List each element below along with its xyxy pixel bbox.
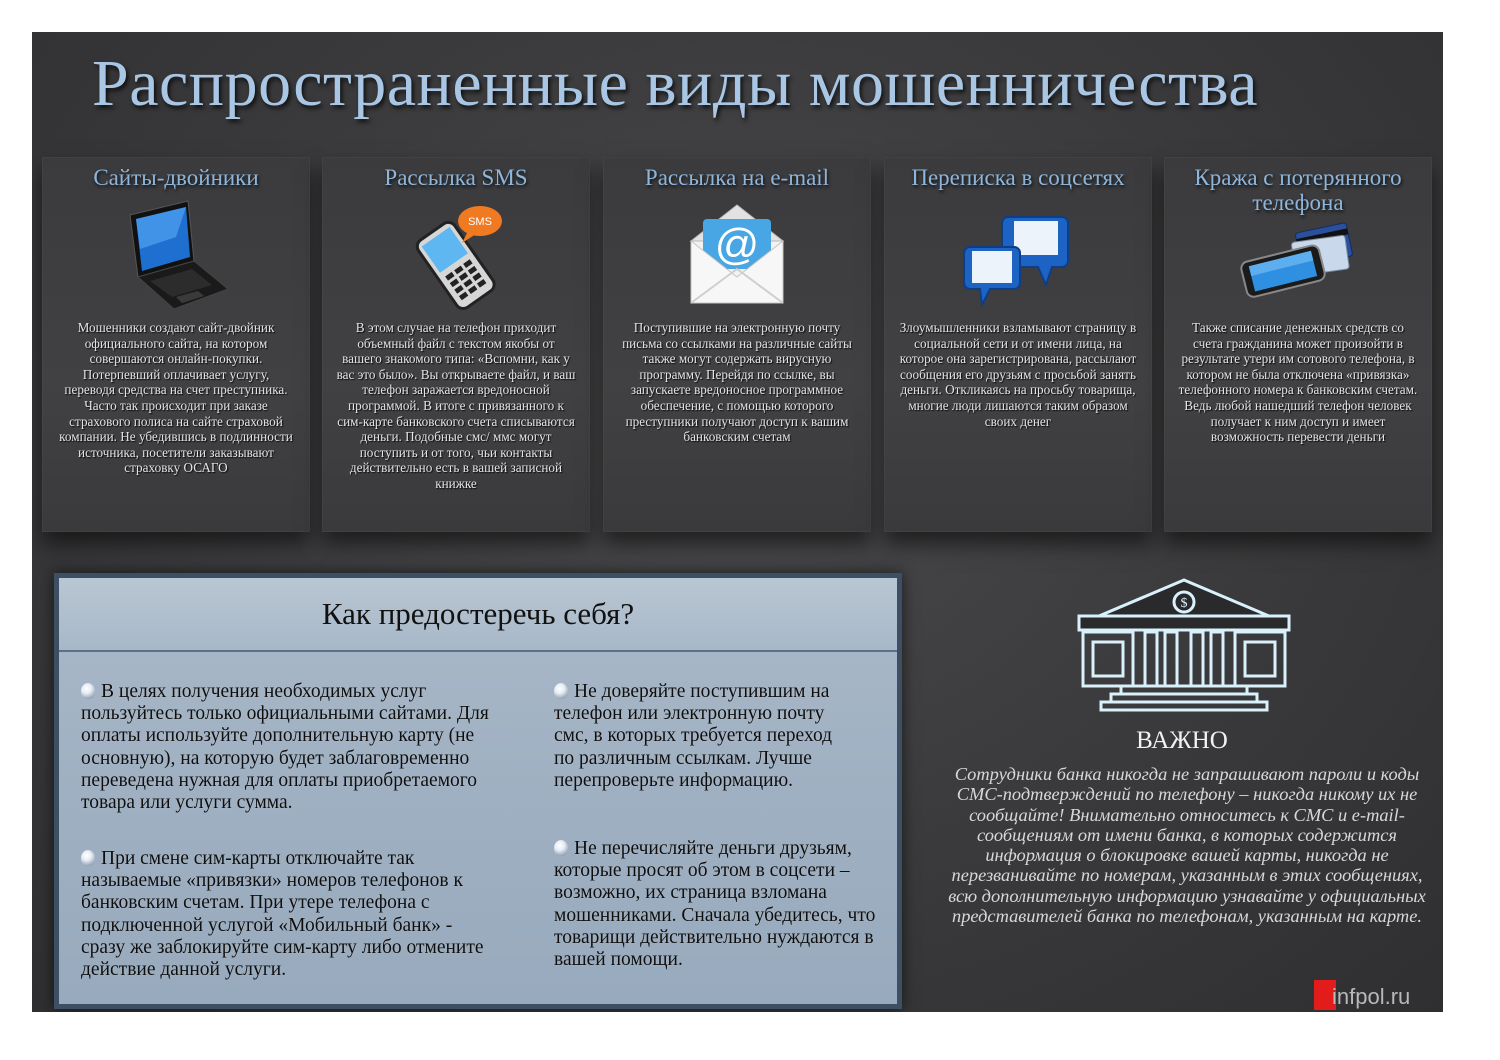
card-description: Поступившие на электронную почту письма со ссылками на различные сайты также могут содержать вирусную программу. Перейдя по ссылке, вы запускаете вредоносное программное обеспечение, с помощью которого преступники получают доступ к вашим банковским счетам xyxy=(622,320,852,445)
card-sms-mailing xyxy=(322,157,590,532)
speech-bubbles-icon xyxy=(958,197,1078,317)
sms-phone-icon xyxy=(396,197,516,317)
card-lost-phone-theft xyxy=(1164,157,1432,532)
protection-title: Как предостеречь себя? xyxy=(321,596,635,631)
card-title: Кража с потерянного телефона xyxy=(1194,165,1402,215)
card-title: Сайты-двойники xyxy=(93,165,259,190)
page-title: Распространенные виды мошенничества xyxy=(92,47,1258,120)
tip-text: Не доверяйте поступившим на телефон или электронную почту смс, в которых требуется переход по различным ссылкам. Лучше перепроверьте информацию. xyxy=(554,681,833,791)
card-title: Рассылка SMS xyxy=(384,165,528,190)
lightbulb-icon xyxy=(554,840,568,856)
laptop-icon xyxy=(116,197,236,317)
card-title: Переписка в соцсетях xyxy=(911,165,1125,190)
site-logo[interactable] xyxy=(1314,980,1410,1010)
card-description: В этом случае на телефон приходит объемный файл с текстом якобы от вашего знакомого типа: «Вспомни, как у вас это было». Вы открываете файл, и ваш телефон заражается вредоносной программой. В итоге с привязанного к сим-карте банковского счета списываются деньги. Подобные смс/ ммс могут поступить и от того, чьи контакты действительно есть в вашей записной книжке xyxy=(336,320,576,491)
protection-header xyxy=(59,578,897,652)
tip-item xyxy=(81,681,525,814)
card-description: Также списание денежных средств со счета гражданина может произойти в результате утери им сотового телефона, в котором не была отключена «привязка» телефонного номера к банковским счетам. Ведь любой нашедший телефон человек получает к ним доступ и имеет возможность перевести деньги xyxy=(1178,320,1418,445)
card-description: Злоумышленники взламывают страницу в социальной сети и от имени лица, на которое она зарегистрирована, рассылают сообщения его друзьям с просьбой занять деньги. Откликаясь на просьбу товарища, многие люди лишаются таким образом своих денег xyxy=(899,320,1137,429)
important-title: ВАЖНО xyxy=(1136,727,1228,754)
important-text: Сотрудники банка никогда не запрашивают пароли и коды СМС-подтверждений по телефону – никогда никому их не сообщайте! Внимательно относитесь к СМС и e-mail-сообщениям от имени банка, в которых содержится информация о блокировке вашей карты, никогда не перезванивайте по номерам, указанным в этих сообщениях, всю дополнительную информацию узнавайте у официальных представителей банка по телефонам, указанным на карте. xyxy=(948,764,1426,927)
tip-item xyxy=(81,848,501,981)
email-envelope-icon xyxy=(677,197,797,317)
tip-item xyxy=(554,838,886,971)
tip-text: Не перечисляйте деньги друзьям, которые просят об этом в соцсети – возможно, их страница взломана мошенниками. Сначала убедитесь, что товарищи действительно нуждаются в вашей помощи. xyxy=(554,838,876,971)
card-email-mailing xyxy=(603,157,871,532)
lightbulb-icon xyxy=(81,850,95,866)
important-notice xyxy=(934,570,1430,1000)
svg-text:@: @ xyxy=(714,220,760,269)
tip-item xyxy=(554,681,850,792)
fraud-types xyxy=(42,157,1434,532)
tip-text: В целях получения необходимых услуг пользуйтесь только официальными сайтами. Для оплаты используйте дополнительную карту (не основную), на которую будет заблаговременно переведена нужная для оплаты приобретаемого товара или услуги сумма. xyxy=(81,681,489,814)
svg-text:$: $ xyxy=(1180,596,1188,611)
tip-text: При смене сим-карты отключайте так называемые «привязки» номеров телефонов к банковским счетам. При утере телефона с подключенной услугой «Мобильный банк» - сразу же заблокируйте сим-карту либо отмените действие данной услуги. xyxy=(81,848,484,981)
logo-text: infpol.ru xyxy=(1332,984,1411,1009)
card-lookalike-sites xyxy=(42,157,310,532)
lightbulb-icon xyxy=(554,683,568,699)
lightbulb-icon xyxy=(81,683,95,699)
poster xyxy=(32,32,1443,1012)
sms-badge-text: SMS xyxy=(468,216,492,228)
bank-building-icon xyxy=(1059,576,1309,716)
card-social-networks xyxy=(884,157,1152,532)
protection-panel xyxy=(54,573,902,1009)
card-description: Мошенники создают сайт-двойник официального сайта, на котором совершаются онлайн-покупки. Потерпевший оплачивает услугу, переводя средства на счет преступника. Часто так происходит при заказе страхового полиса на сайте страховой компании. Не убедившись в подлинности источника, посетители заказывают страховку ОСАГО xyxy=(59,320,293,476)
card-title: Рассылка на e-mail xyxy=(644,165,830,190)
phone-and-cards-icon xyxy=(1238,205,1358,325)
